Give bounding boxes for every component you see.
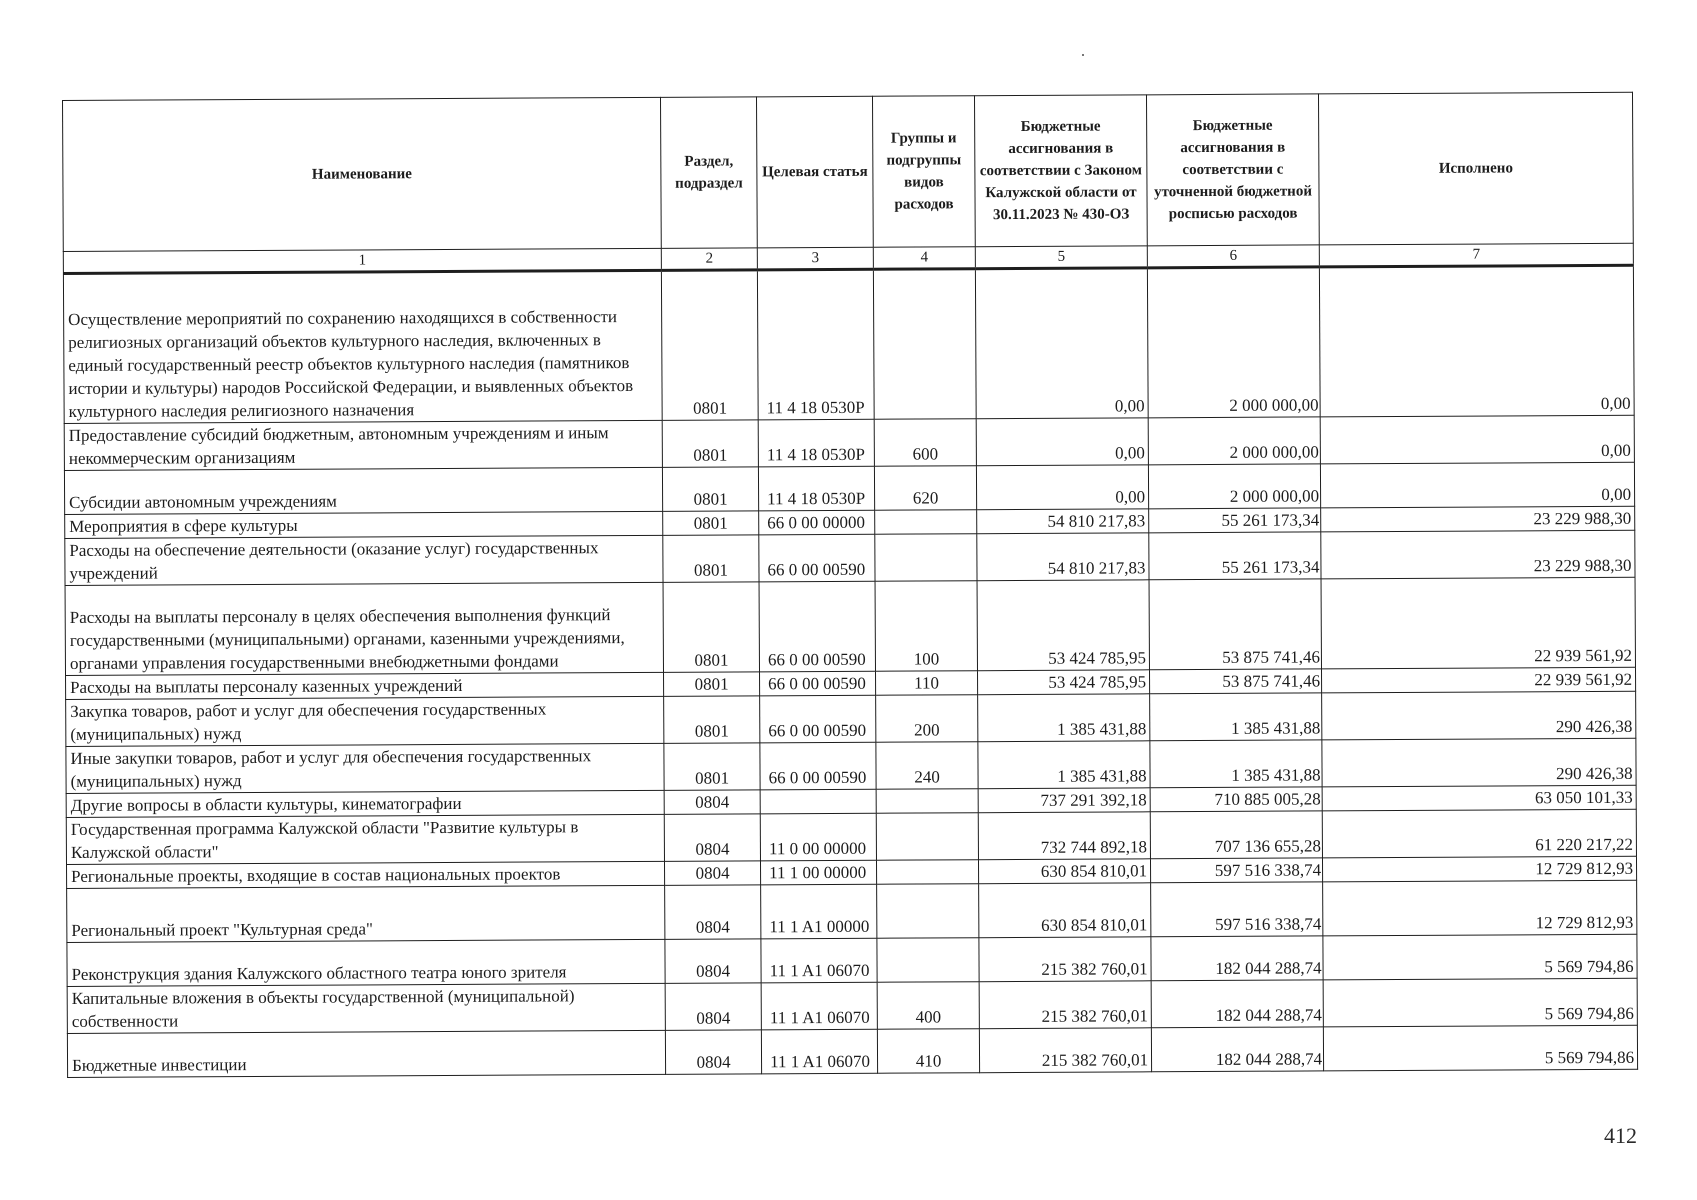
row-budget-amount-cell: 2 000 000,00 [1148,417,1320,465]
table-row [67,880,1637,942]
row-target-cell: 11 4 18 0530P [758,466,874,511]
row-law-amount-cell: 53 424 785,95 [978,670,1150,695]
column-number: 4 [873,247,975,270]
row-target-cell: 66 0 00 00000 [759,510,875,535]
row-name-cell: Мероприятия в сфере культуры [65,511,663,538]
row-section-cell: 0804 [664,790,760,815]
row-section-cell: 0804 [665,885,761,940]
row-target-cell: 66 0 00 00590 [760,671,876,696]
row-group-cell [876,789,978,814]
row-name-cell: Бюджетные инвестиции [67,1030,665,1077]
table-row [65,530,1635,585]
row-budget-amount-cell: 1 385 431,88 [1150,740,1322,788]
row-group-cell: 400 [877,982,979,1030]
row-group-cell [876,813,978,861]
row-budget-amount-cell: 55 261 173,34 [1149,508,1321,533]
row-law-amount-cell: 54 810 217,83 [977,509,1149,534]
row-executed-amount-cell: 61 220 217,22 [1322,809,1636,858]
row-group-cell: 240 [876,742,978,790]
row-law-amount-cell: 215 382 760,01 [979,981,1151,1029]
column-number: 1 [63,248,661,273]
row-name-cell: Субсидии автономным учреждениям [64,467,662,514]
row-group-cell [876,860,978,885]
row-budget-amount-cell: 55 261 173,34 [1149,532,1321,580]
column-number: 3 [757,247,873,270]
row-group-cell [877,884,979,939]
row-name-cell: Расходы на выплаты персоналу казенных учреждений [66,672,664,699]
row-group-cell: 600 [874,419,976,467]
row-target-cell: 66 0 00 00590 [759,534,875,582]
row-target-cell: 11 1 00 00000 [760,860,876,885]
row-law-amount-cell: 1 385 431,88 [978,741,1150,789]
row-name-cell: Предоставление субсидий бюджетным, автономным учреждениям и иным некоммерческим организациям [64,420,662,470]
row-budget-amount-cell: 53 875 741,46 [1149,579,1321,670]
row-section-cell: 0804 [665,939,761,984]
row-budget-amount-cell: 1 385 431,88 [1150,693,1322,741]
row-section-cell: 0801 [664,672,760,697]
row-section-cell: 0804 [664,861,760,886]
row-law-amount-cell: 54 810 217,83 [977,533,1149,581]
table-row [63,265,1634,423]
row-target-cell: 11 1 A1 06070 [761,982,877,1030]
page-number: 412 [1604,1123,1637,1148]
row-executed-amount-cell: 0,00 [1320,415,1634,464]
table-row [67,978,1637,1033]
row-budget-amount-cell: 53 875 741,46 [1149,669,1321,694]
row-executed-amount-cell: 5 569 794,86 [1323,1025,1637,1071]
row-group-cell [875,534,977,582]
header-budget: Бюджетные ассигнования в соответствии с уточненной бюджетной росписью расходов [1146,94,1319,246]
row-target-cell: 11 1 A1 06070 [761,938,877,983]
row-name-cell: Осуществление мероприятий по сохранению находящихся в собственности религиозных организаций объектов культурного наследия, включенных в единый государственный реестр объектов культурного наследия (памятников истории и культуры) народов Российской Федерации, и выявленных объектов культурного наследия религиозного назначения [63,270,662,423]
row-name-cell: Капитальные вложения в объекты государственной (муниципальной) собственности [67,983,665,1033]
row-law-amount-cell: 0,00 [976,465,1148,510]
row-executed-amount-cell: 0,00 [1320,462,1634,508]
row-law-amount-cell: 215 382 760,01 [979,937,1151,982]
row-law-amount-cell: 732 744 892,18 [978,812,1150,860]
table-row [66,691,1636,746]
table-body [63,265,1637,1077]
row-section-cell: 0801 [664,743,760,791]
row-name-cell: Иные закупки товаров, работ и услуг для обеспечения государственных (муниципальных) нужд [66,743,664,793]
row-section-cell: 0801 [661,270,758,421]
row-group-cell [875,510,977,535]
row-law-amount-cell: 630 854 810,01 [978,859,1150,884]
row-budget-amount-cell: 597 516 338,74 [1150,858,1322,883]
row-section-cell: 0801 [663,535,759,583]
row-group-cell: 100 [875,581,977,672]
row-target-cell: 11 4 18 0530P [758,419,874,467]
row-group-cell [877,938,979,983]
column-number: 7 [1319,243,1633,267]
row-target-cell [760,789,876,814]
header-executed: Исполнено [1318,92,1633,245]
header-target: Целевая статья [756,96,873,248]
row-law-amount-cell: 53 424 785,95 [977,580,1149,671]
row-executed-amount-cell: 23 229 988,30 [1321,506,1635,532]
row-name-cell: Закупка товаров, работ и услуг для обеспечения государственных (муниципальных) нужд [66,696,664,746]
row-budget-amount-cell: 2 000 000,00 [1147,267,1320,418]
row-budget-amount-cell: 2 000 000,00 [1148,464,1320,509]
row-executed-amount-cell: 0,00 [1319,265,1634,417]
table-row [67,1025,1637,1077]
table-row [66,809,1636,864]
row-section-cell: 0801 [662,420,758,468]
table-row [64,415,1634,470]
row-target-cell: 66 0 00 00590 [760,695,876,743]
budget-table-wrapper [62,92,1637,1078]
row-section-cell: 0801 [664,696,760,744]
row-target-cell: 11 1 A1 06070 [761,1029,877,1074]
row-target-cell: 11 0 00 00000 [760,813,876,861]
row-law-amount-cell: 737 291 392,18 [978,788,1150,813]
row-executed-amount-cell: 5 569 794,86 [1323,934,1637,980]
row-name-cell: Региональный проект "Культурная среда" [67,885,665,942]
row-name-cell: Расходы на выплаты персоналу в целях обеспечения выполнения функций государственными (муниципальными) органами, казенными учреждениями, органами управления государственными внебюджетными фондами [65,582,663,675]
row-executed-amount-cell: 5 569 794,86 [1323,978,1637,1027]
header-row [63,92,1634,251]
row-group-cell: 620 [874,466,976,511]
row-target-cell: 11 4 18 0530P [757,269,874,420]
row-name-cell: Региональные проекты, входящие в состав национальных проектов [67,861,665,888]
row-group-cell: 200 [876,695,978,743]
row-target-cell: 66 0 00 00590 [759,581,875,672]
row-target-cell: 11 1 A1 00000 [761,884,877,939]
row-executed-amount-cell: 12 729 812,93 [1322,856,1636,882]
header-law: Бюджетные ассигнования в соответствии с Законом Калужской области от 30.11.2023 № 430-ОЗ [974,95,1147,247]
row-executed-amount-cell: 290 426,38 [1322,691,1636,740]
row-budget-amount-cell: 597 516 338,74 [1151,882,1323,937]
row-group-cell [873,269,976,420]
row-budget-amount-cell: 710 885 005,28 [1150,787,1322,812]
header-section: Раздел, подраздел [660,97,757,249]
row-name-cell: Расходы на обеспечение деятельности (оказание услуг) государственных учреждений [65,535,663,585]
row-budget-amount-cell: 182 044 288,74 [1151,1027,1323,1072]
row-section-cell: 0804 [664,814,760,862]
column-number: 6 [1147,245,1319,268]
row-budget-amount-cell: 182 044 288,74 [1151,980,1323,1028]
table-row [66,738,1636,793]
header-group: Группы и подгруппы видов расходов [872,96,975,248]
row-executed-amount-cell: 12 729 812,93 [1323,880,1637,936]
row-executed-amount-cell: 63 050 101,33 [1322,785,1636,811]
row-name-cell: Реконструкция здания Калужского областного театра юного зрителя [67,939,665,986]
row-executed-amount-cell: 22 939 561,92 [1321,577,1635,669]
row-group-cell: 410 [877,1029,979,1074]
row-name-cell: Другие вопросы в области культуры, кинематографии [66,790,664,817]
row-executed-amount-cell: 23 229 988,30 [1321,530,1635,579]
row-law-amount-cell: 0,00 [975,268,1148,419]
row-section-cell: 0804 [665,983,761,1031]
row-executed-amount-cell: 290 426,38 [1322,738,1636,787]
row-section-cell: 0801 [663,511,759,536]
row-name-cell: Государственная программа Калужской области "Развитие культуры в Калужской области" [66,814,664,864]
scan-speck [1082,54,1084,56]
budget-table [62,92,1638,1078]
row-executed-amount-cell: 22 939 561,92 [1321,667,1635,693]
row-section-cell: 0801 [662,467,758,512]
row-law-amount-cell: 630 854 810,01 [979,883,1151,938]
row-section-cell: 0801 [663,582,759,673]
row-target-cell: 66 0 00 00590 [760,742,876,790]
table-row [65,577,1635,675]
column-number: 5 [975,246,1147,269]
row-law-amount-cell: 1 385 431,88 [978,694,1150,742]
row-group-cell: 110 [876,671,978,696]
row-budget-amount-cell: 707 136 655,28 [1150,811,1322,859]
row-law-amount-cell: 215 382 760,01 [979,1028,1151,1073]
row-budget-amount-cell: 182 044 288,74 [1151,936,1323,981]
column-number: 2 [661,248,757,271]
row-section-cell: 0804 [665,1030,761,1075]
row-law-amount-cell: 0,00 [976,418,1148,466]
header-name: Наименование [63,97,662,251]
